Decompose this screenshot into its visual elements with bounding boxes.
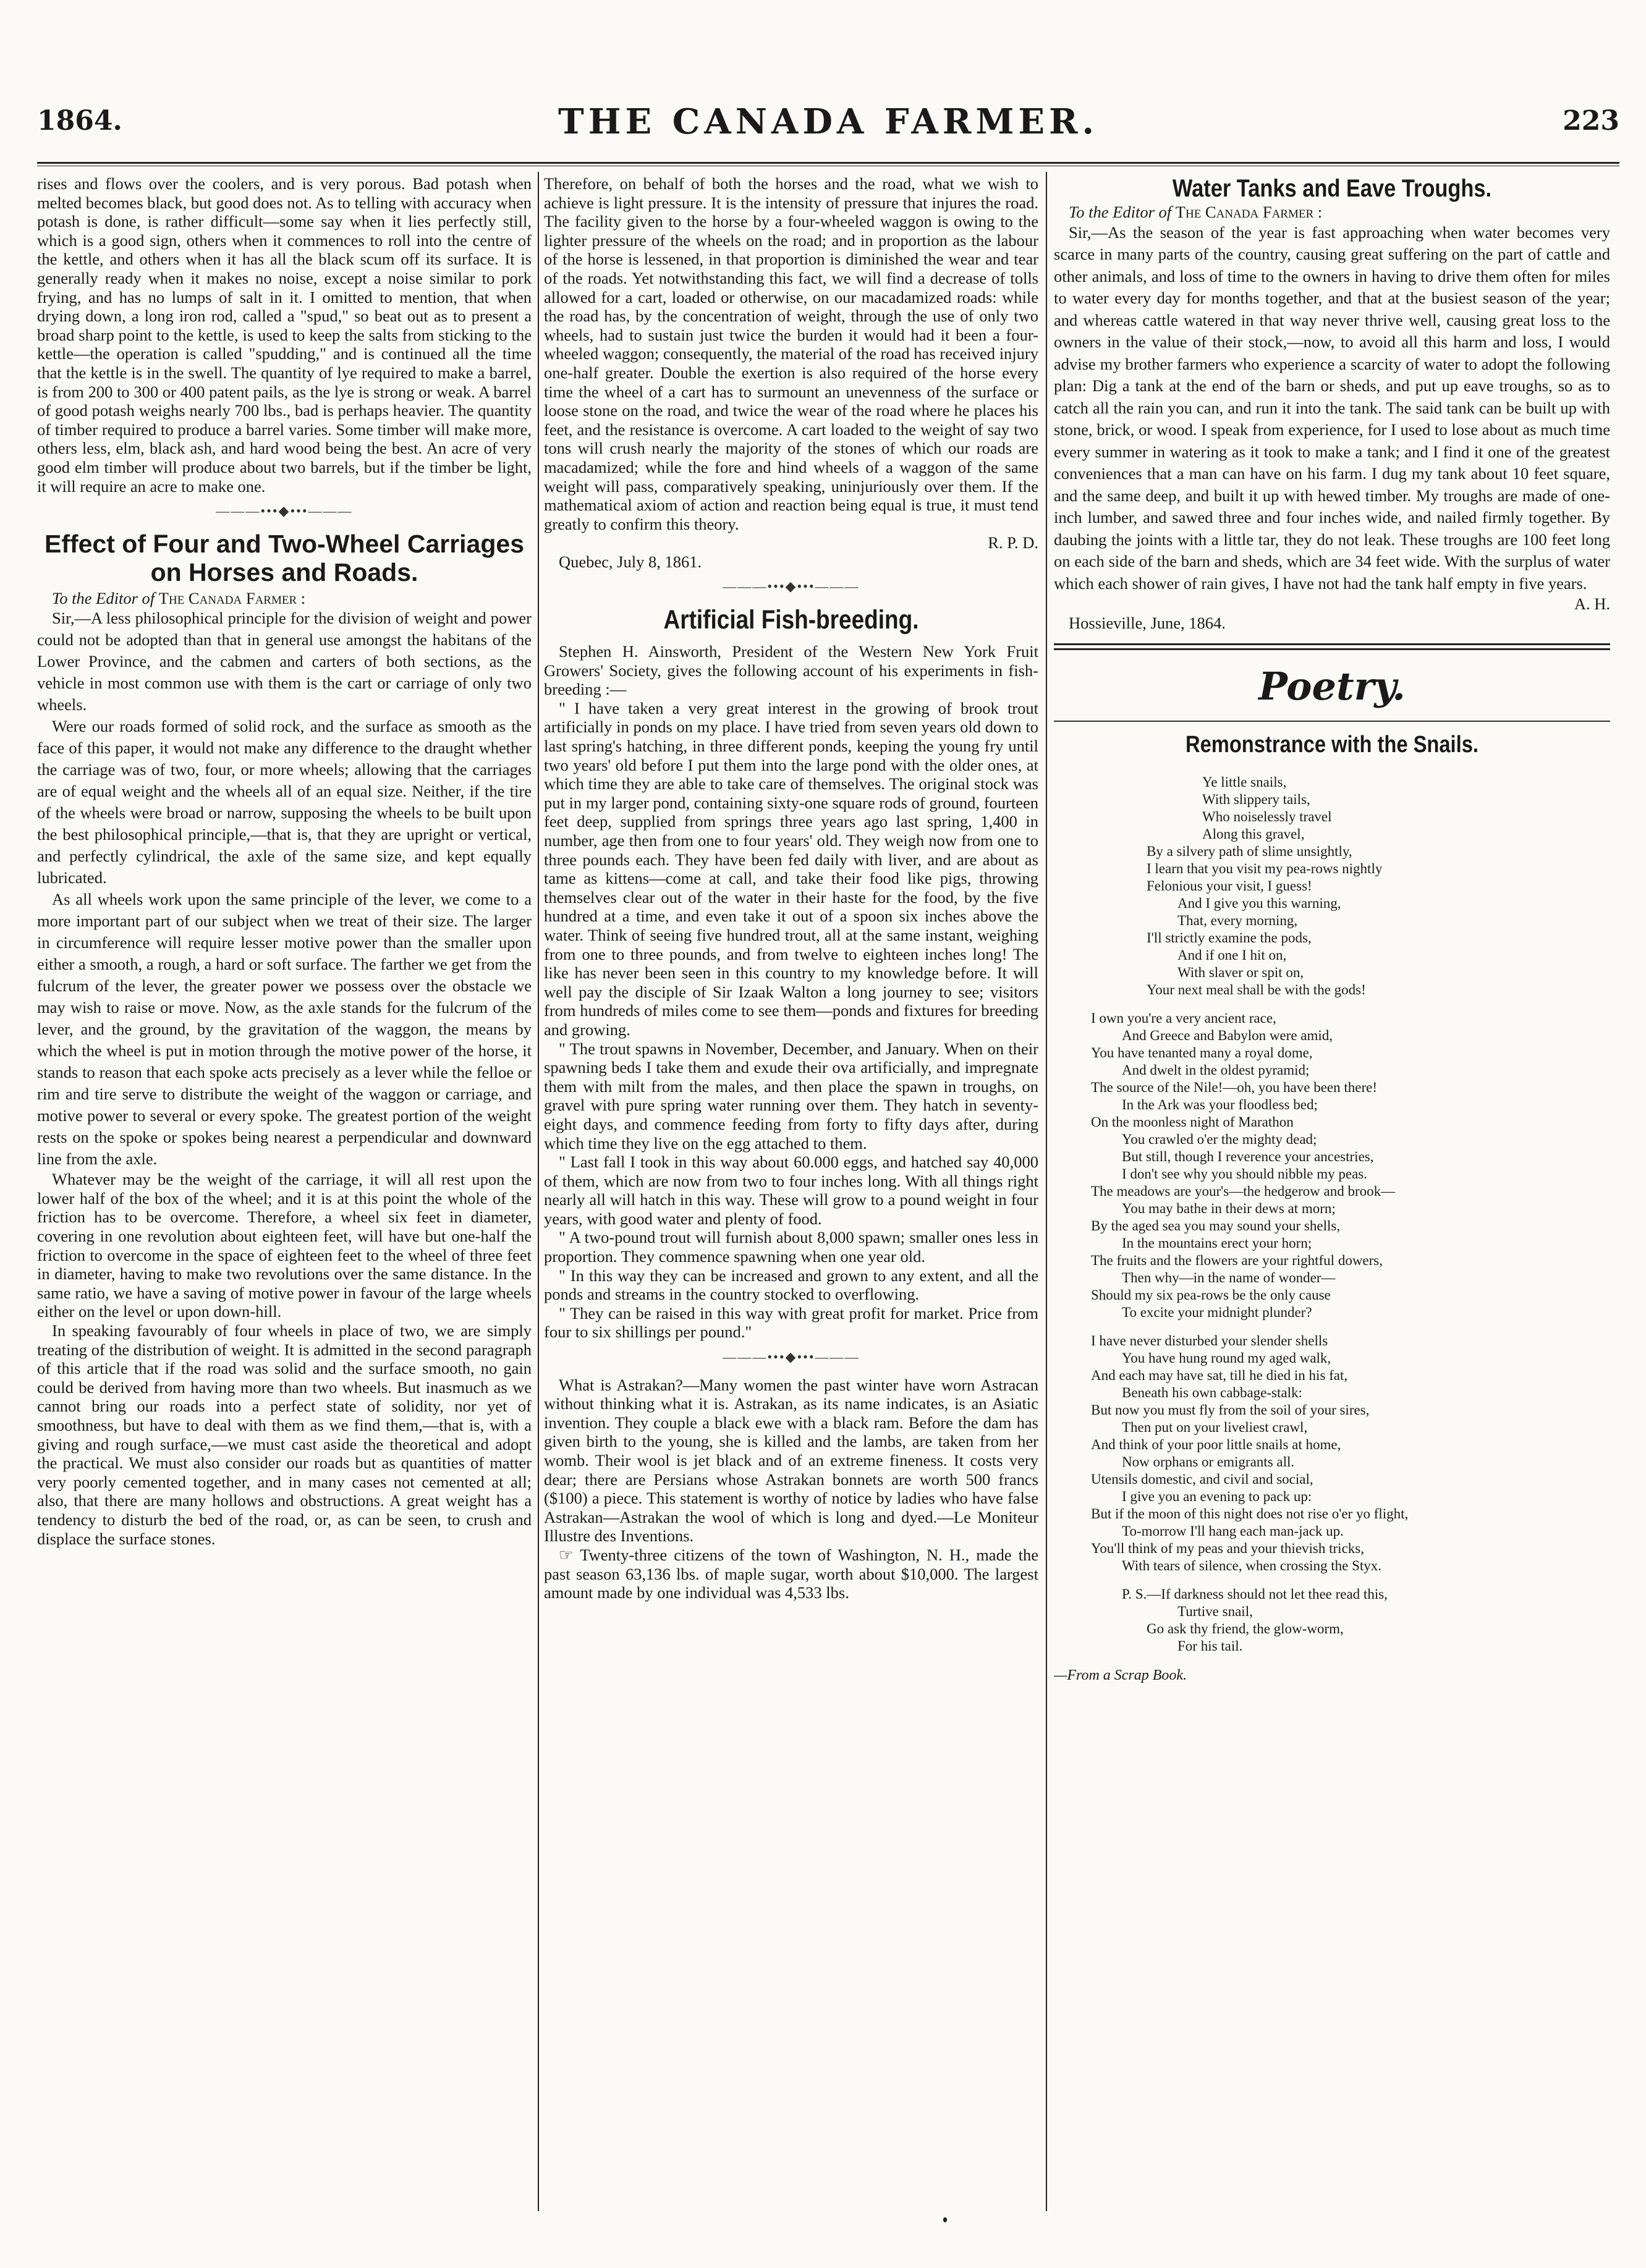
poem-line: For his tail. [1177, 1638, 1243, 1654]
paragraph: ☞ Twenty-three citizens of the town of Washington, N. H., made the past season 63,136 lbs. of maple sugar, worth about $10,000. The largest amount made by one individual was 4,533 lbs. [544, 1545, 1038, 1602]
page-number: 223 [1563, 105, 1619, 137]
signature: R. P. D. [988, 533, 1038, 552]
paragraph: Stephen H. Ainsworth, President of the Western New York Fruit Growers' Society, gives the following account of his experiments in fish-breeding :— [544, 642, 1038, 699]
poem-line: I learn that you visit my pea-rows nightly [1147, 861, 1383, 877]
poem-line: You may bathe in their dews at morn; [1122, 1201, 1336, 1217]
poem-line: You'll think of my peas and your thievish tricks, [1091, 1541, 1364, 1557]
masthead-rule [37, 162, 1619, 164]
poem-line: Utensils domestic, and civil and social, [1091, 1471, 1313, 1487]
poem-line: With tears of silence, when crossing the Styx. [1122, 1558, 1382, 1574]
column-3 [1054, 174, 1610, 2226]
poem-line: But still, though I reverence your ancestries, [1122, 1149, 1374, 1165]
poem-line: By the aged sea you may sound your shells, [1091, 1218, 1341, 1234]
section-rule [1054, 643, 1610, 650]
poem-line: I have never disturbed your slender shells [1091, 1333, 1328, 1349]
poem-line: Your next meal shall be with the gods! [1147, 982, 1366, 998]
poem-line: You have hung round my aged walk, [1122, 1350, 1331, 1366]
poem-line: And each may have sat, till he died in his fat, [1091, 1368, 1348, 1384]
poem-line: You have tenanted many a royal dome, [1091, 1045, 1313, 1061]
poem-title: Remonstrance with the Snails. [1186, 732, 1478, 758]
poem-line: You crawled o'er the mighty dead; [1122, 1132, 1317, 1148]
section-rule [1054, 721, 1610, 722]
poem-line: And dwelt in the oldest pyramid; [1122, 1062, 1310, 1078]
signature: A. H. [1574, 595, 1610, 614]
poem-line: Now orphans or emigrants all. [1122, 1454, 1295, 1470]
poem-line: I'll strictly examine the pods, [1147, 930, 1312, 946]
paragraph: Sir,—As the season of the year is fast approaching when water becomes very scarce in many parts of the country, causing great suffering on the part of cattle and other animals, and loss of time to the owners in having to drive them often for miles to water every day for months together, and that at the busiest season of the year; and whereas cattle watered in that way never thrive well, causing great loss to the owners in the value of their stock,—now, to avoid all this harm and loss, I would advise my brother farmers who experience a scarcity of water to adopt the following plan: Dig a tank at the end of the barn or sheds, and put up eave troughs, so as to catch all the rain you can, and run it into the tank. The said tank can be built up with stone, brick, or wood. I speak from experience, for I used to lose about as much time every summer in watering as it took to make a tank; and I find it one of the greatest conveniences that a man can have on his farm. I dug my tank about 10 feet square, and the same deep, and built it up with hewed timber. My troughs are made of one-inch lumber, and sawed three and four inches wide, and nailed firmly together. By daubing the joints with a little tar, they do not leak. These troughs are 100 feet long on each side of the barn and sheds, which are 34 feet wide. With the surplus of water which each shower of rain gives, I have not had the tank half empty in five years. [1054, 222, 1610, 593]
poem-line: And I give you this warning, [1177, 895, 1341, 912]
poem-line: That, every morning, [1177, 913, 1298, 929]
section-ornament: ———•••◆•••——— [723, 1349, 860, 1365]
poem-line: I don't see why you should nibble my peas. [1122, 1166, 1368, 1182]
poem-line: The fruits and the flowers are your rightful dowers, [1091, 1253, 1383, 1269]
poem-line: I give you an evening to pack up: [1122, 1489, 1312, 1505]
poem-line: On the moonless night of Marathon [1091, 1114, 1294, 1130]
section-heading-poetry: Poetry. [1258, 664, 1406, 709]
dateline: Hossieville, June, 1864. [1069, 613, 1226, 632]
article-continuation: Therefore, on behalf of both the horses and the road, what we wish to achieve is light pressure. It is the intensity of pressure that injures the road. The facility given to the horse by a four-wheeled waggon is owing to the lighter pressure of the wheels on the road; and in proportion as the labour of the horse is lessened, in that proportion is diminished the wear and tear of the roads. Yet notwithstanding this fact, we will find a decrease of tolls allowed for a cart, loaded or otherwise, on our macadamized roads: while the road has, by the concentration of weight, through the use of only two wheels, had to sustain just twice the burden it would had it been a four-wheeled waggon; consequently, the material of the road has received injury one-half greater. Double the exertion is also required of the horse every time the wheel of a cart has to surmount an unevenness of the surface or loose stone on the road, and twice the wear of the road where he places his feet, and the resistance is overcome. A cart loaded to the weight of say two tons will crush nearly the majority of the stones of which our roads are macadamized; while the fore and hind wheels of a waggon of the same weight will pass, comparatively speaking, uninjuriously over them. If the mathematical axiom of action and reaction being equal is true, it must tend greatly to confirm this theory. [544, 174, 1038, 533]
poem-line: P. S.—If darkness should not let thee read this, [1122, 1586, 1388, 1602]
article-heading: Effect of Four and Two-Wheel Carriages on Horses and Roads. [44, 529, 525, 586]
quote-paragraph: " The trout spawns in November, December, and January. When on their spawning beds I take them and exude their ova artificially, and impregnate them with milt from the males, and then place the spawn in troughs, on gravel with pure spring water running over them. They hatch in seventy-eight days, and commence feeding from forty to fifty days after, during which time they live on the egg attached to them. [544, 1039, 1038, 1153]
poem-line: But if the moon of this night does not rise o'er yo flight, [1091, 1506, 1409, 1522]
poem-line: Beneath his own cabbage-stalk: [1122, 1385, 1302, 1401]
column-1 [37, 174, 532, 2226]
issue-year: 1864. [37, 105, 122, 137]
poem-line: Then put on your liveliest crawl, [1122, 1420, 1308, 1436]
poem-stanza [1054, 1586, 1610, 1655]
paragraph: Sir,—A less philosophical principle for the division of weight and power could not be adopted than that in general use amongst the habitans of the Lower Province, and the cabmen and carters of both sections, as the vehicle in most common use with them is the cart or carriage of only two wheels. [37, 609, 532, 714]
paragraph: Were our roads formed of solid rock, and the surface as smooth as the face of this paper, it would not make any difference to the draught whether the carriage was of two, four, or more wheels; allowing that the carriages are of equal weight and the wheels all of an equal size. Neither, if the tire of the wheels were broad or narrow, supposing the wheels to be built upon the best philosophical principle,—that is, that they are upright or vertical, and perfectly cylindrical, the axle of the same size, and kept equally lubricated. [37, 717, 532, 887]
masthead [37, 101, 1619, 148]
poem-line: Go ask thy friend, the glow-worm, [1147, 1621, 1344, 1637]
quote-paragraph: " They can be raised in this way with great profit for market. Price from four to six shillings per pound." [544, 1303, 1038, 1342]
editor-address [37, 589, 532, 608]
quote-paragraph: " I have taken a very great interest in the growing of brook trout artificially in ponds on my place. I have tried from seven years old down to last spring's hatching, in three different ponds, keeping the young fry until two years' old before I put them into the large pond with the older ones, at which time they are able to take care of themselves. The original stock was put in my larger pond, containing sixty-one square rods of ground, fourteen feet deep, supplied from springs three years ago last spring, 1,400 in number, age then from one to four years' old. They weigh now from one to three pounds each. They have been fed daily with liver, and are about as tame as kittens—come at call, and take their food like pigs, throwing themselves clear out of the water in their haste for the food, by the five hundred at a time, and even take it out of a spoon six inches above the water. Think of seeing five hundred trout, all at the same instant, weighing from one to three pounds, and from twelve to eighteen inches long! The like has never been seen in this country to my knowledge before. It will well pay the disciple of Sir Izaak Walton a long journey to see; visitors from hundreds of miles come to see them—ponds and fixtures for breeding and growing. [544, 698, 1038, 1039]
poem-line: Turtive snail, [1177, 1604, 1253, 1620]
newspaper-title: THE CANADA FARMER. [558, 101, 1099, 142]
poem-stanza [1054, 774, 1610, 999]
paragraph: As all wheels work upon the same principle of the lever, we come to a more important part of our subject when we treat of their size. The larger in circumference will require lesser motive power than the smaller upon either a smooth, a rough, a hard or soft surface. The farther we get from the fulcrum of the lever, the greater power we possess over the obstacle we may wish to raise or move. Now, as the axle stands for the fulcrum of the lever, and the ground, by the gravitation of the waggon, the means by which the wheel is put in motion through the motive power of the horse, it stands to reason that each spoke acts precisely as a lever while the felloe or rim and tire serve to distribute the weight of the waggon or carriage, and motive power to several or every spoke. The greatest portion of the weight rests on the spoke or spokes being nearest a perpendicular and downward line from the axle. [37, 890, 532, 1169]
poem-line: To excite your midnight plunder? [1122, 1305, 1312, 1321]
column-divider [538, 172, 539, 2211]
poem-line: Felonious your visit, I guess! [1147, 878, 1312, 894]
quote-paragraph: " In this way they can be increased and grown to any extent, and all the ponds and streams in the country stocked to overflowing. [544, 1266, 1038, 1304]
column-divider [1046, 172, 1047, 2211]
poem-line: Who noiselessly travel [1202, 809, 1332, 825]
poem-line: In the Ark was your floodless bed; [1122, 1097, 1318, 1113]
poem-line: The source of the Nile!—oh, you have been there! [1091, 1080, 1378, 1096]
paragraph: In speaking favourably of four wheels in place of two, we are simply treating of the distribution of weight. It is admitted in the second paragraph of this article that if the road was solid and the surface smooth, no gain could be derived from having more than two wheels. But inasmuch as we cannot bring our roads into a perfect state of solidity, nor yet of smoothness, but have to deal with them as we find them,—that is, with a giving and rough surface,—we must cast aside the theoretical and adopt the practical. We must also consider our roads but as quantities of matter very poorly cemented together, and in many cases not cemented at all; also, that there are many hollows and obstructions. A great weight has a tendency to disturb the bed of the road, or, as can be seen, to crush and displace the surface stones. [37, 1321, 532, 1548]
poem-line: In the mountains erect your horn; [1122, 1235, 1312, 1251]
poem-line: Should my six pea-rows be the only cause [1091, 1287, 1331, 1303]
editor-address-prefix: To the Editor of [52, 588, 155, 607]
column-2 [544, 174, 1038, 2226]
paragraph: Whatever may be the weight of the carriage, it will all rest upon the lower half of the box of the wheel; and it is at this point the whole of the friction has to be overcome. Therefore, a wheel six feet in diameter, covering in one revolution about eighteen feet, will have but one-half the friction to overcome in the space of eighteen feet to the wheel of three feet in diameter, having to make two revolutions over the same distance. In the same ratio, we have a saving of motive power in favour of the large wheels either on the level or upon down-hill. [37, 1170, 532, 1321]
article-body-loose [1054, 222, 1610, 595]
poem-stanza [1054, 1010, 1610, 1321]
poem-line: And think of your poor little snails at home, [1091, 1437, 1341, 1453]
dateline: Quebec, July 8, 1861. [559, 552, 702, 571]
article-heading: Water Tanks and Eave Troughs. [1172, 175, 1492, 202]
poem-line: To-morrow I'll hang each man-jack up. [1122, 1523, 1344, 1539]
poem-line: Ye little snails, [1202, 774, 1287, 790]
editor-address-publication: The Canada Farmer : [158, 588, 306, 607]
poem-line: With slippery tails, [1202, 792, 1310, 808]
poem-line: With slaver or spit on, [1177, 965, 1304, 981]
poem-line: And if one I hit on, [1177, 947, 1287, 963]
article-heading: Artificial Fish-breeding. [663, 605, 919, 635]
quote-paragraph: " Last fall I took in this way about 60.000 eggs, and hatched say 40,000 of them, which are now from two to four inches long. With all things right nearly all will hatch in this way. These will grow to a pound weight in four years, with good water and plenty of food. [544, 1153, 1038, 1228]
quote-paragraph: " A two-pound trout will furnish about 8,000 spawn; smaller ones less in proportion. They commence spawning when one year old. [544, 1228, 1038, 1266]
poem-line: By a silvery path of slime unsightly, [1147, 844, 1352, 860]
bottom-mark [943, 2217, 947, 2222]
section-ornament: ———•••◆•••——— [723, 578, 860, 595]
poem-line: Then why—in the name of wonder— [1122, 1270, 1336, 1286]
paragraph: What is Astrakan?—Many women the past winter have worn Astracan without thinking what it is. Astrakan, as its name indicates, is an Asiatic invention. They couple a black ewe with a black ram. Before the dam has given birth to the young, she is killed and the lambs, are taken from her womb. Their wool is jet black and of an extreme fineness. It costs very dear; there are Persians whose Astrakan bonnets are worth 500 francs ($100) a piece. This statement is worthy of notice by ladies who have false Astrakan—Astrakan the wool of which is long and dyed.—Le Moniteur Illustre des Inventions. [544, 1375, 1038, 1546]
editor-address [1054, 203, 1610, 222]
section-ornament: ———•••◆•••——— [216, 503, 353, 519]
editor-address-publication: The Canada Farmer : [1175, 203, 1323, 221]
poem-line: And Greece and Babylon were amid, [1122, 1028, 1333, 1044]
poem-line: Along this gravel, [1202, 826, 1305, 842]
article-continuation: rises and flows over the coolers, and is very porous. Bad potash when melted becomes black, but good does not. As to telling with accuracy when potash is done, is rather difficult—some say when it lies perfectly still, which is a good sign, others when it commences to roll into the centre of the kettle, and others when it has all the black scum off its surface. It is generally ready when it makes no noise, except a noise similar to pork frying, and has no lumps of salt in it. I omitted to mention, that when drying down, a long iron rod, called a "spud," so beat out as to present a broad sharp point to the kettle, is used to keep the salts from sticking to the kettle—the operation is called "spudding," and is continued all the time that the kettle is in the swell. The quantity of lye required to make a barrel, is from 200 to 300 or 400 patent pails, as the lye is strong or weak. A barrel of good potash weighs nearly 700 lbs., bad is perhaps heavier. The quantity of timber required to produce a barrel varies. Some timber will make more, others less, elm, black ash, and hard wood being the best. An acre of very good elm timber will produce about two barrels, but if the timber be light, it will require an acre to make one. [37, 174, 532, 496]
poem-line: The meadows are your's—the hedgerow and brook— [1091, 1183, 1396, 1200]
editor-address-prefix: To the Editor of [1069, 203, 1172, 221]
poem-line: But now you must fly from the soil of your sires, [1091, 1402, 1370, 1418]
poem-source: —From a Scrap Book. [1054, 1667, 1187, 1684]
article-body-loose [37, 607, 532, 1170]
poem-line: I own you're a very ancient race, [1091, 1010, 1276, 1026]
poem-stanza [1054, 1332, 1610, 1575]
